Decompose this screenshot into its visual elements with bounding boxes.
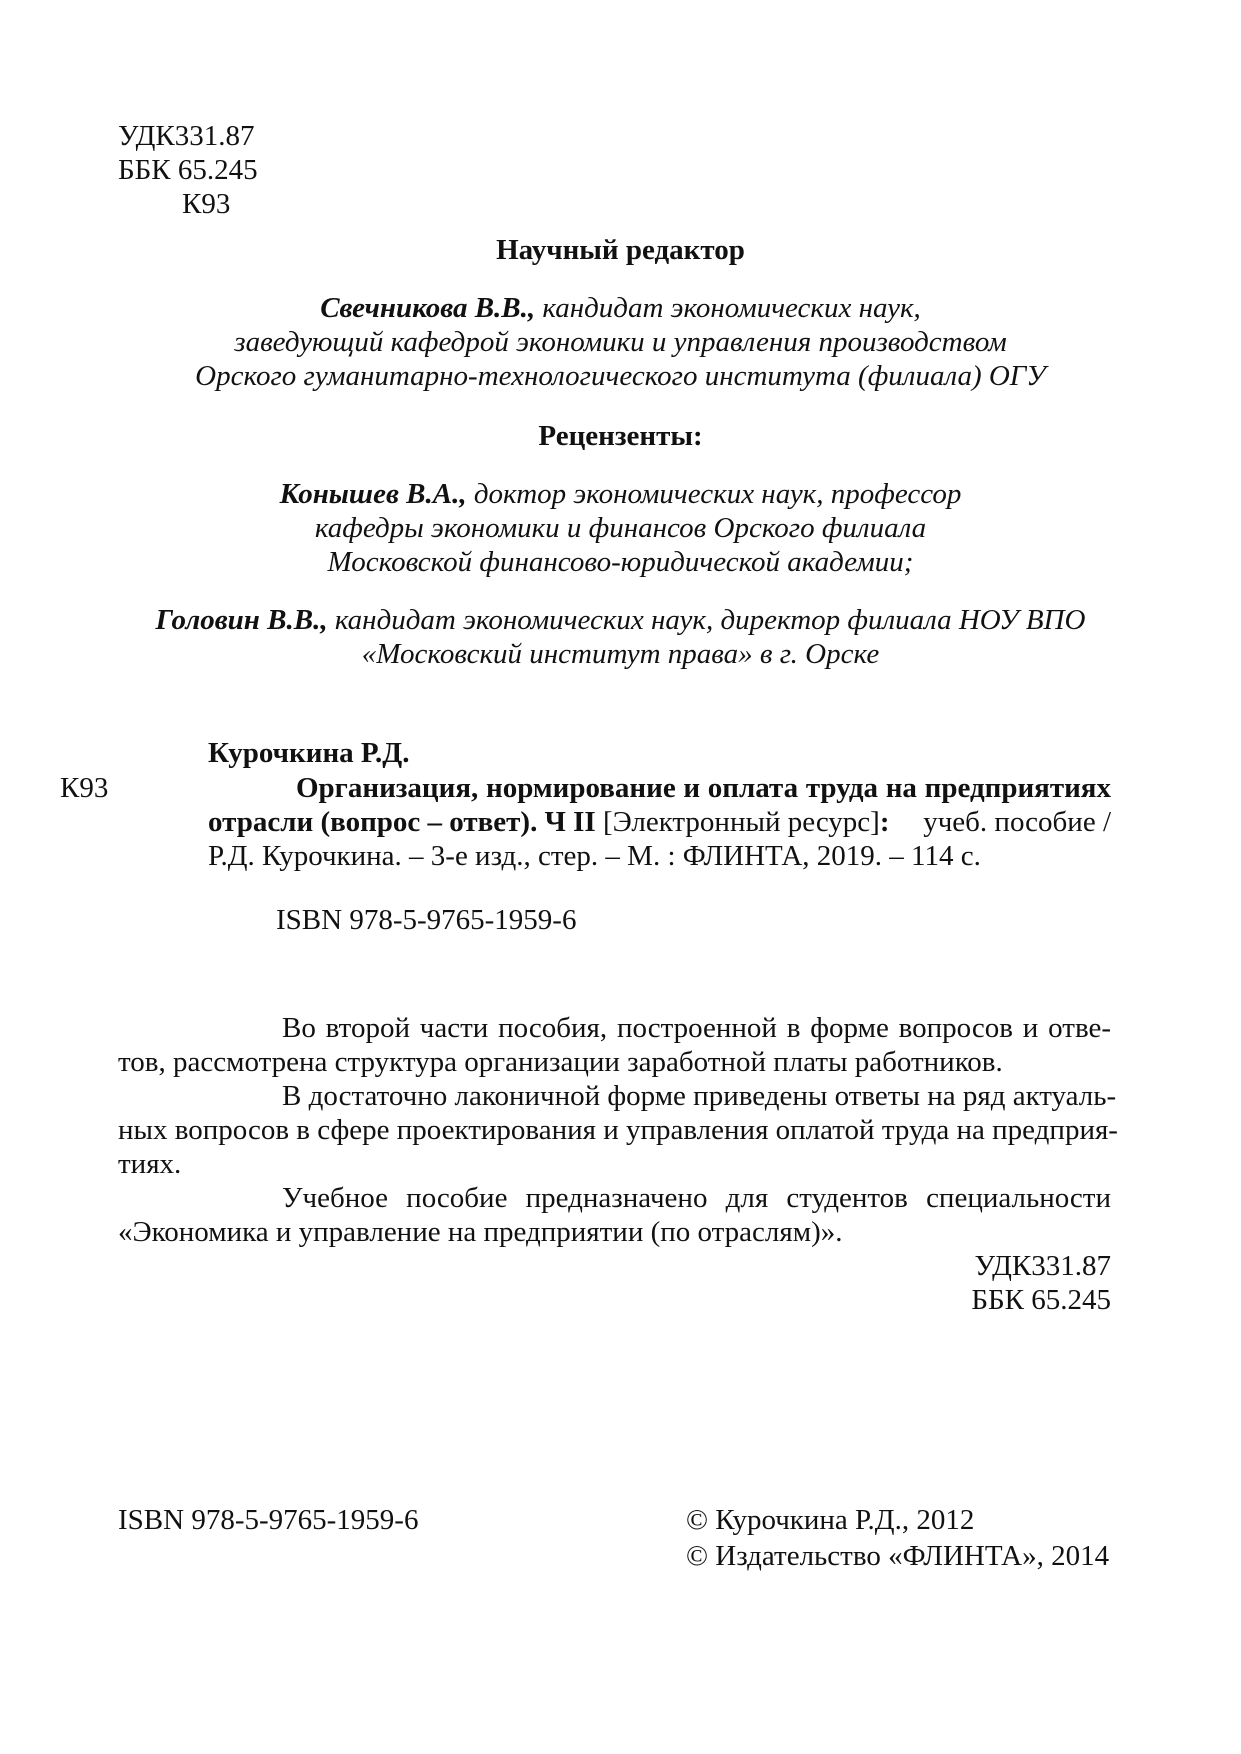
reviewer-1-title: доктор экономических наук, профессор <box>473 478 962 510</box>
annotation-p2-line-3: тиях. <box>118 1148 182 1180</box>
biblio-title-line-1: Организация, нормирование и оплата труда на предприятиях <box>296 772 1111 804</box>
reviewer-1-name: Конышев В.А., <box>279 478 467 510</box>
reviewer-1-line-3: Московской финансово-юридической академии; <box>327 546 914 578</box>
reviewer-1-line-1 <box>0 476 1241 512</box>
reviewer-1-line-2: кафедры экономики и финансов Орского филиала <box>314 512 927 544</box>
biblio-author-mark: К93 <box>60 772 109 804</box>
udk-code: УДК331.87 <box>118 120 255 152</box>
reviewers-heading: Рецензенты: <box>538 420 703 452</box>
footer-isbn: ISBN 978-5-9765-1959-6 <box>118 1504 419 1536</box>
biblio-publication-type: учеб. пособие / <box>923 806 1111 838</box>
annotation-udk: УДК331.87 <box>974 1250 1111 1282</box>
scientific-editor-heading: Научный редактор <box>496 234 745 266</box>
scientific-editor-name: Свечникова В.В., <box>320 292 536 324</box>
scientific-editor-line-1 <box>0 290 1241 326</box>
reviewer-2-title: кандидат экономических наук, директор филиала НОУ ВПО <box>334 604 1086 636</box>
annotation-p2-line-2: ных вопросов в сфере проектирования и управления оплатой труда на предприя- <box>118 1114 1118 1146</box>
biblio-title-line-2 <box>208 804 1111 840</box>
reviewer-2-name: Головин В.В., <box>155 604 328 636</box>
footer-copyright-author: © Курочкина Р.Д., 2012 <box>686 1504 975 1536</box>
annotation-bbk: ББК 65.245 <box>971 1284 1111 1316</box>
scientific-editor-title: кандидат экономических наук, <box>542 292 921 324</box>
author-mark: К93 <box>182 188 231 220</box>
scientific-editor-line-3: Орского гуманитарно-технологического института (филиала) ОГУ <box>195 360 1046 392</box>
annotation-p2-line-1: В достаточно лаконичной форме приведены ответы на ряд актуаль- <box>282 1080 1117 1112</box>
scientific-editor-line-2: заведующий кафедрой экономики и управления производством <box>234 326 1007 358</box>
biblio-title-part: отрасли (вопрос – ответ). Ч II <box>208 806 596 838</box>
annotation-p1-line-1: Во второй части пособия, построенной в форме вопросов и отве- <box>282 1012 1111 1044</box>
annotation-p1-line-2: тов, рассмотрена структура организации заработной платы работников. <box>118 1046 1003 1078</box>
bbk-code: ББК 65.245 <box>118 154 258 186</box>
annotation-p3-line-1: Учебное пособие предназначено для студентов специальности <box>282 1182 1111 1214</box>
biblio-author: Курочкина Р.Д. <box>208 737 410 769</box>
annotation-p3-line-2: «Экономика и управление на предприятии (по отраслям)». <box>118 1216 843 1248</box>
reviewer-2-line-2: «Московский институт права» в г. Орске <box>361 638 880 670</box>
biblio-isbn: ISBN 978-5-9765-1959-6 <box>276 904 577 936</box>
biblio-resource-type: [Электронный ресурс] <box>595 806 880 838</box>
biblio-colon: : <box>879 806 890 838</box>
biblio-publication-line: Р.Д. Курочкина. – 3-е изд., стер. – М. : ФЛИНТА, 2019. – 114 с. <box>208 840 981 872</box>
reviewer-2-line-1 <box>0 602 1241 638</box>
footer-copyright-publisher: © Издательство «ФЛИНТА», 2014 <box>686 1540 1110 1572</box>
